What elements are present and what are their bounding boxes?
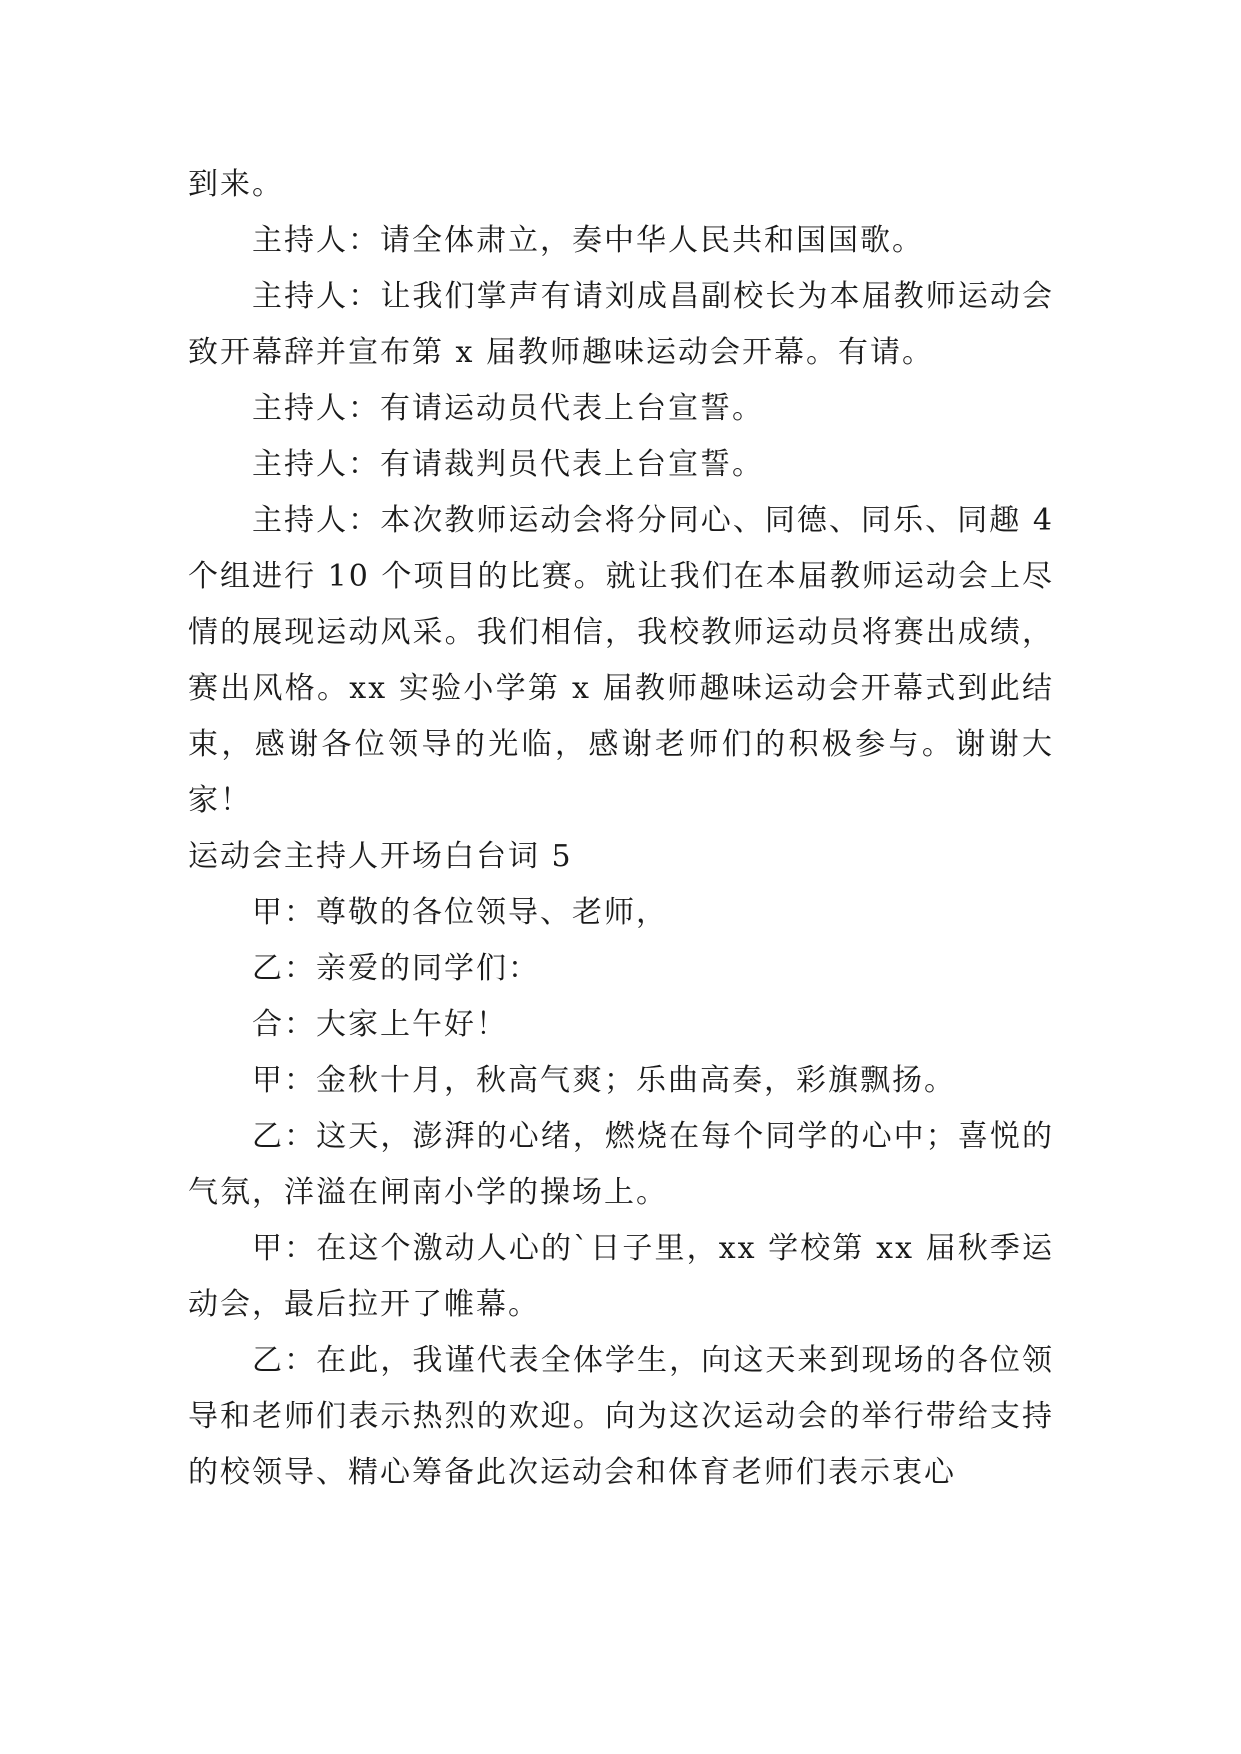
document-body [188,157,1054,1501]
section-heading: 运动会主持人开场白台词 5 [188,839,573,874]
paragraph-11: 甲：金秋十月，秋高气爽；乐曲高奏，彩旗飘扬。 [252,1063,956,1098]
paragraph-3: 主持人：让我们掌声有请刘成昌副校长为本届教师运动会致开幕辞并宣布第 x 届教师趣味运动会开幕。有请。 [188,279,1054,370]
paragraph-6: 主持人：本次教师运动会将分同心、同德、同乐、同趣 4 个组进行 10 个项目的比赛。就让我们在本届教师运动会上尽情的展现运动风采。我们相信，我校教师运动员将赛出成绩，赛出风格。xx 实验小学第 x 届教师趣味运动会开幕式到此结束，感谢各位领导的光临，感谢老师们的积极参与。谢谢大家！ [188,503,1054,818]
paragraph-14: 乙：在此，我谨代表全体学生，向这天来到现场的各位领导和老师们表示热烈的欢迎。向为这次运动会的举行带给支持的校领导、精心筹备此次运动会和体育老师们表示衷心 [188,1343,1054,1490]
paragraph-5: 主持人：有请裁判员代表上台宣誓。 [252,447,764,482]
paragraph-8: 甲：尊敬的各位领导、老师， [252,895,668,930]
paragraph-12: 乙：这天，澎湃的心绪，燃烧在每个同学的心中；喜悦的气氛，洋溢在闸南小学的操场上。 [188,1119,1054,1210]
paragraph-10: 合：大家上午好！ [252,1007,508,1042]
paragraph-1: 到来。 [188,167,284,202]
paragraph-9: 乙：亲爱的同学们： [252,951,540,986]
paragraph-4: 主持人：有请运动员代表上台宣誓。 [252,391,764,426]
paragraph-13: 甲：在这个激动人心的`日子里，xx 学校第 xx 届秋季运动会，最后拉开了帷幕。 [188,1231,1054,1322]
paragraph-2: 主持人：请全体肃立，奏中华人民共和国国歌。 [252,223,924,258]
